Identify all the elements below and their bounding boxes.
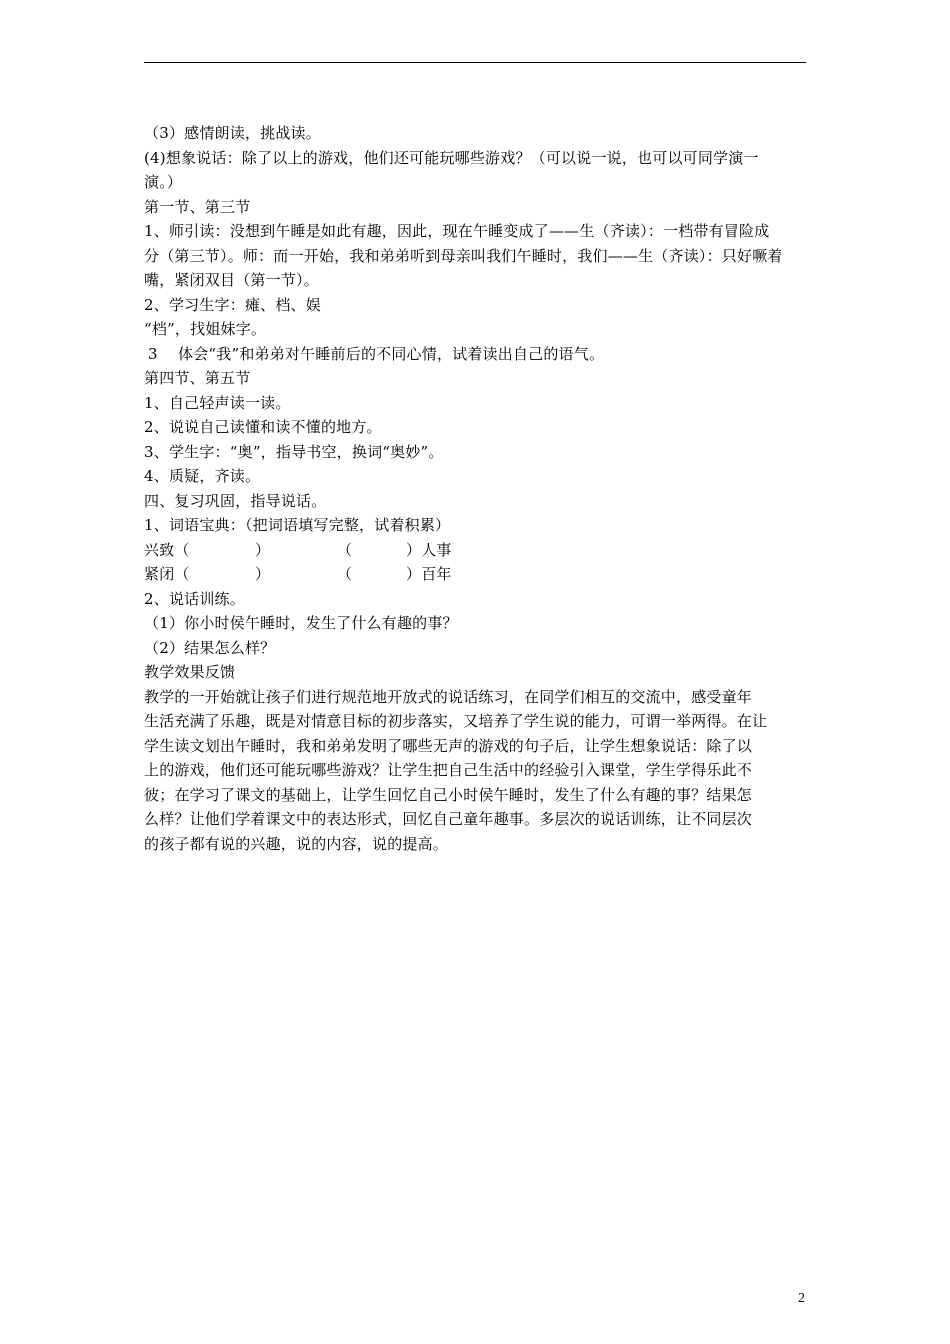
section-heading: 四、复习巩固，指导说话。 [144,491,327,510]
fill-blank-row [144,538,808,563]
text-line: 4、质疑，齐读。 [144,467,261,485]
text-line: 生活充满了乐趣，既是对情意目标的初步落实，又培养了学生说的能力，可谓一举两得。在让 [144,712,768,730]
text-line: (4)想象说话：除了以上的游戏，他们还可能玩哪些游戏？（可以说一说，也可以可同学演一 [144,148,759,167]
fill-blank-tail: ）百年 [406,565,452,583]
fill-blank-label: 兴致（ [144,540,190,559]
text-line: 2、学习生字：瘫、档、娱 [144,295,321,314]
text-line: 1、师引读：没想到午睡是如此有趣，因此，现在午睡变成了——生（齐读）：一档带有冒险成 [144,222,770,240]
text-line: 上的游戏，他们还可能玩哪些游戏？让学生把自己生活中的经验引入课堂，学生学得乐此不 [144,761,753,779]
document-body [144,121,808,856]
text-line: “档”，找姐妹字。 [144,320,267,338]
fill-blank-tail: ）人事 [406,540,452,559]
list-text: 体会“我”和弟弟对午睡前后的不同心情，试着读出自己的语气。 [178,344,605,363]
text-line: 演。） [144,173,183,191]
section-heading: 第四节、第五节 [144,369,251,387]
text-line: 学生读文划出午睡时，我和弟弟发明了哪些无声的游戏的句子后，让学生想象说话：除了以 [144,736,753,755]
fill-blank-close: ） [255,540,271,559]
header-rule [144,62,806,63]
text-line: 的孩子都有说的兴趣，说的内容，说的提高。 [144,834,449,853]
text-line: 2、说说自己读懂和读不懂的地方。 [144,418,382,436]
page-number: 2 [798,1291,805,1306]
text-line: 教学的一开始就让孩子们进行规范地开放式的说话练习，在同学们相互的交流中，感受童年 [144,687,753,706]
fill-blank-row [144,562,808,587]
text-line: 分（第三节）。师：而一开始，我和弟弟听到母亲叫我们午睡时，我们——生（齐读）：只好噘着 [144,246,783,265]
text-line: 彼；在学习了课文的基础上，让学生回忆自己小时侯午睡时，发生了什么有趣的事？结果怎 [144,785,753,804]
fill-blank-open: （ [337,540,353,559]
fill-blank-label: 紧闭（ [144,565,190,583]
section-heading: 教学效果反馈 [144,663,236,681]
text-line: （3）感情朗读，挑战读。 [144,124,321,142]
text-line [144,342,808,367]
text-line: （2）结果怎么样？ [144,638,276,657]
fill-blank-open: （ [337,565,353,583]
text-line: 么样？让他们学着课文中的表达形式，回忆自己童年趣事。多层次的说话训练，让不同层次 [144,810,753,828]
text-line: 1、自己轻声读一读。 [144,393,291,412]
text-line: 1、词语宝典：（把词语填写完整，试着积累） [144,516,451,534]
text-line: （1）你小时侯午睡时，发生了什么有趣的事？ [144,614,458,632]
text-line: 2、说话训练。 [144,589,245,608]
text-line: 3、学生字：“奥”，指导书空，换词“奥妙”。 [144,442,444,461]
section-heading: 第一节、第三节 [144,197,251,216]
text-line: 嘴，紧闭双目（第一节）。 [144,271,319,289]
fill-blank-close: ） [255,565,271,583]
list-number: 3 [148,344,158,363]
